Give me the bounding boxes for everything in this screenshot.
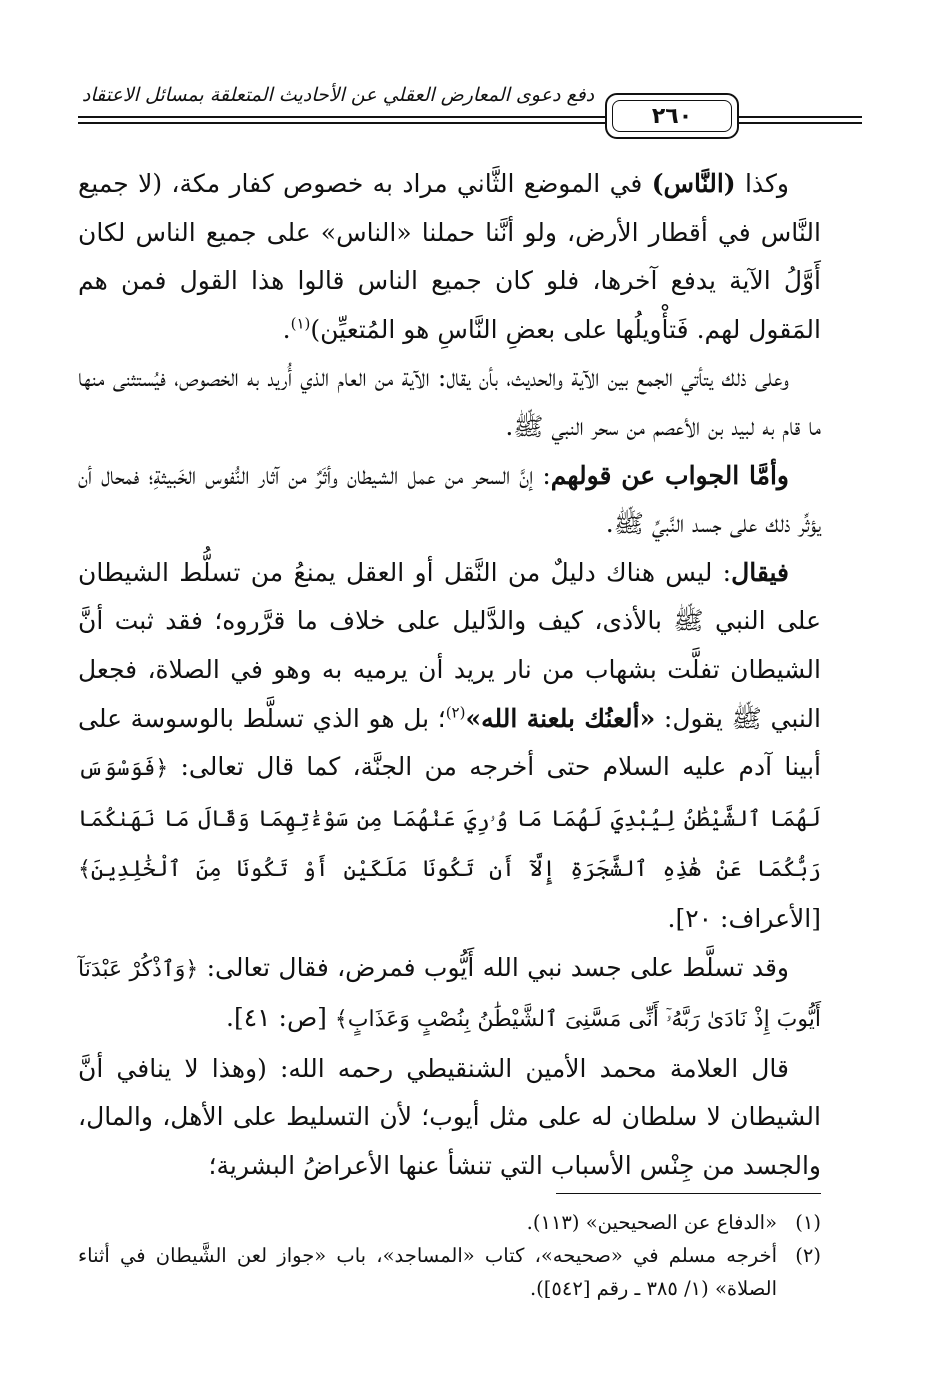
- bold-phrase: (النَّاس): [651, 169, 736, 198]
- text-run: وقد تسلَّط على جسد نبي الله أَيُّوب فمرض، فقال تعالى:: [198, 952, 790, 982]
- footnote-number: (٢): [795, 1244, 821, 1267]
- paragraph: [78, 944, 821, 1045]
- footnote-marker: (١): [290, 314, 311, 333]
- paragraph: [78, 1045, 821, 1191]
- text-run: ؛ بل هو الذي تسلَّط بالوسوسة على أبينا آدم عليه السلام حتى أخرجه من الجنَّة، كما قال تعالى:: [78, 703, 821, 782]
- text-run: وكذا: [735, 169, 789, 198]
- text-run: : إنَّ السحر من عمل الشيطان وأثَرٌ من آثار النُّفوس الخَبيثةِ؛ فمحال أن يؤثِّر ذلك على جسد النَّبيِّ ﷺ.: [78, 460, 821, 539]
- page-number: ٢٦٠: [612, 100, 732, 132]
- quran-verse: ﴿فَوَسْوَسَ لَهُمَا ٱلشَّيْطَٰنُ لِيُبْدِيَ لَهُمَا مَا وُۥرِيَ عَنْهُمَا مِن سَوْءَٰتِهِمَا وَقَالَ مَا نَهَىٰكُمَا رَبُّكُمَا عَنْ هَٰذِهِ ٱلشَّجَرَةِ إِلَّآ أَن تَكُونَا مَلَكَيْنِ أَوْ تَكُونَا مِنَ ٱلْخَٰلِدِينَ﴾: [78, 756, 821, 883]
- footnote-text: «الدفاع عن الصحيحين» (١١٣).: [526, 1211, 777, 1234]
- running-title: دفع دعوى المعارض العقلي عن الأحاديث المتعلقة بمسائل الاعتقاد: [81, 84, 595, 106]
- text-run: [الأعراف: ٢٠].: [667, 903, 821, 933]
- text-run: .: [282, 314, 291, 344]
- footnote: [78, 1239, 821, 1305]
- footnote: [78, 1206, 821, 1239]
- footnote-separator: [556, 1193, 821, 1194]
- bold-phrase: فيقال: [731, 557, 789, 587]
- footnotes: [78, 1206, 821, 1305]
- quran-verse: ﴿وَٱذْكُرْ عَبْدَنَآ أَيُّوبَ إِذْ نَادَىٰ رَبَّهُۥٓ أَنِّى مَسَّنِىَ ٱلشَّيْطَٰنُ بِنُصْبٍ وَعَذَابٍ﴾: [78, 956, 821, 1033]
- footnote-number: (١): [795, 1211, 821, 1234]
- paragraph: [78, 549, 821, 944]
- main-text: [78, 160, 821, 1190]
- header-ornament: [739, 108, 862, 124]
- text-run: قال العلامة محمد الأمين الشنقيطي رحمه الله: (وهذا لا ينافي أنَّ الشيطان لا سلطان له على مثل أيوب؛ لأن التسليط على الأهل، والمال، والجسد من جِنْس الأسباب التي تنشأ عنها الأعراضُ البشرية؛: [78, 1053, 821, 1180]
- footnote-marker: (٢): [445, 703, 466, 722]
- text-run: في الموضع الثَّاني مراد به خصوص كفار مكة، (لا جميع النَّاس في أقطار الأرض، ولو أنَّنا حملنا «الناس» على جميع الناس لكان أَوَّلُ الآية يدفع آخرها، فلو كان جميع الناس قالوا هذا القول فمن هم المَقول لهم. فَتأْويلُها على بعضِ النَّاسِ هو المُتعيِّن): [78, 169, 821, 344]
- page-header: [78, 78, 820, 148]
- footnote-text: أخرجه مسلم في «صحيحه»، كتاب «المساجد»، باب «جواز لعن الشَّيطان في أثناء الصلاة» (١/ ٣٨٥ ـ رقم [٥٤٢]).: [78, 1244, 777, 1300]
- paragraph: [78, 160, 821, 354]
- text-run: [ص: ٤١].: [226, 1003, 335, 1033]
- paragraph: [78, 354, 821, 451]
- text-run: وعلى ذلك يتأتي الجمع بين الآية والحديث، بأن يقال: الآية من العام الذي أُريد به الخصوص، فيُستثنى منها ما قام به لبيد بن الأعصم من سحر النبي ﷺ.: [78, 363, 821, 441]
- page-number-frame: [605, 93, 739, 139]
- bold-phrase: «ألعنُك بلعنة الله»: [465, 703, 656, 733]
- paragraph: [78, 452, 821, 549]
- text-run: : ليس هناك دليلٌ من النَّقل أو العقل يمنعُ من تسلُّط الشيطان على النبي ﷺ بالأذى، كيف والدَّليل على خلاف ما قرَّروه؛ فقد ثبت أنَّ الشيطان تفلَّت بشهاب من نار يريد أن يرميه به وهو في الصلاة، فجعل النبي ﷺ يقول:: [78, 557, 821, 733]
- bold-phrase: وأمَّا الجواب عن قولهم: [550, 460, 789, 490]
